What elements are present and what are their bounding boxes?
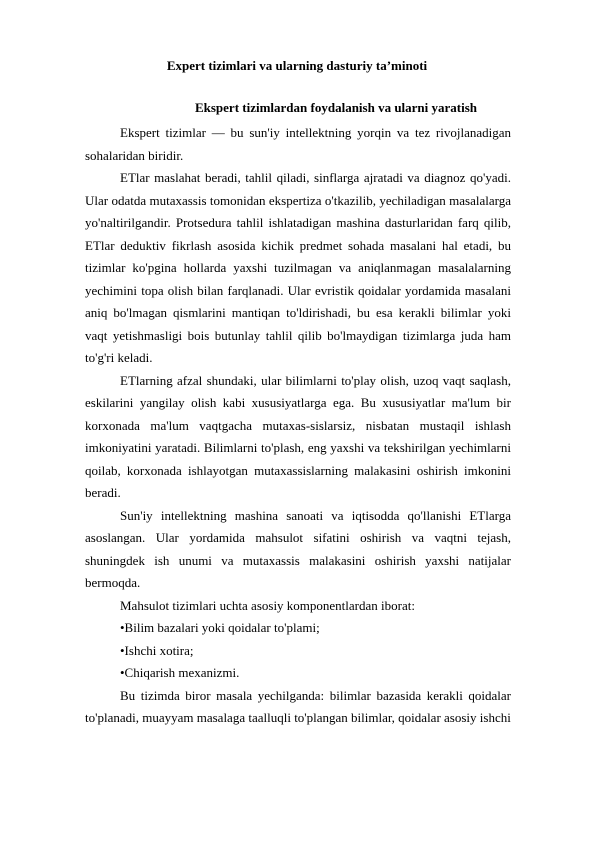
section-subtitle <box>0 99 596 117</box>
document-title-text: Expert tizimlari va ularning dasturiy ta’minoti <box>166 58 428 73</box>
list-item-knowledge-base: •Bilim bazalari yoki qoidalar to'plami; <box>120 620 320 635</box>
section-subtitle-text: Ekspert tizimlardan foydalanish va ularni yaratish <box>194 100 478 115</box>
list-item-inference-engine: •Chiqarish mexanizmi. <box>120 665 240 680</box>
paragraph-applications: Sun'iy intellektning mashina sanoati va iqtisodda qo'llanishi ETlarga asoslangan. Ular yordamida mahsulot sifatini oshirish va vaqtni tejash, shuningdek ish unumi va mutaxassis malakasini oshirish yaxshi natijalar bermoqda. <box>85 507 511 590</box>
list-item-working-memory: •Ishchi xotira; <box>120 642 194 658</box>
paragraph-capabilities: ETlar maslahat beradi, tahlil qiladi, sinflarga ajratadi va diagnoz qo'yadi. Ular odatda mutaxassis tomonidan ekspertiza o'tkazilib, yechiladigan masalalarga yo'naltirilgandir. Protsedura tahlil ishlatadigan mashina dasturlaridan farq qilib, ETlar deduktiv fikrlash asosida kichik predmet sohada masalani hal etadi, bu tizimlar ko'pgina hollarda yaxshi tuzilmagan va aniqlanmagan masalalarning yechimini topa olish bilan farqlanadi. Ular evristik qoidalar yordamida masalani aniq bo'lmagan qismlarini mantiqan to'ldirishadi, bu esa kerakli bilimlar yoki vaqt yetishmasligi bois butunlay tahlil qilib bo'lmaydigan tizimlarga juda ham to'g'ri keladi. <box>85 170 511 365</box>
paragraph-intro: Ekspert tizimlar — bu sun'iy intellektning yorqin va tez rivojlanadigan sohalaridan biridir. <box>85 125 511 163</box>
paragraph-components-intro: Mahsulot tizimlari uchta asosiy komponentlardan iborat: <box>120 597 415 613</box>
paragraph-closing: Bu tizimda biror masala yechilganda: bilimlar bazasida kerakli qoidalar to'planadi, muayyam masalaga taalluqli to'plangan bilimlar, qoidalar asosiy ishchi <box>85 687 511 725</box>
document-title <box>0 57 596 75</box>
paragraph-advantages: ETlarning afzal shundaki, ular bilimlarni to'play olish, uzoq vaqt saqlash, eskilarini yangilay olish kabi xususiyatlarga ega. Bu xususiyatlar ma'lum bir korxonada ma'lum vaqtgacha mutaxas-sislarsiz, nisbatan mustaqil ishlash imkoniyatini yaratadi. Bilimlarni to'plash, eng yaxshi va tekshirilgan yechimlarni qoilab, korxonada ishlayotgan mutaxassislarning malakasini oshirish imkonini beradi. <box>85 372 511 500</box>
document-body <box>85 122 511 730</box>
